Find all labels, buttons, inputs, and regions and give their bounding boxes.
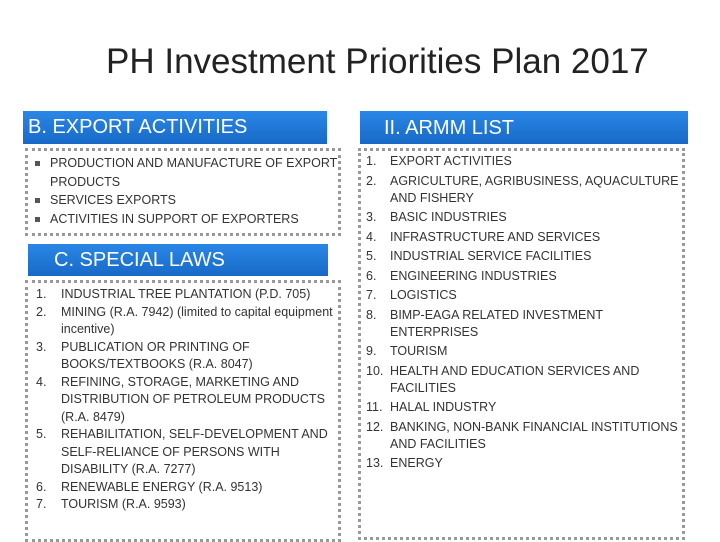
item-number: 6. — [36, 479, 47, 494]
item-number: 12. — [366, 419, 384, 434]
item-text: EXPORT ACTIVITIES — [390, 154, 512, 168]
list-item — [366, 455, 684, 472]
item-number: 3. — [366, 210, 377, 224]
item-text: TOURISM (R.A. 9593) — [61, 497, 186, 511]
list-item: SERVICES EXPORTS — [33, 191, 338, 210]
list-item — [366, 153, 684, 170]
section-b-header — [23, 111, 327, 144]
list-item — [366, 419, 684, 453]
item-text: RENEWABLE ENERGY (R.A. 9513) — [61, 479, 263, 494]
item-number: 4. — [366, 229, 377, 244]
item-number: 2. — [366, 173, 377, 188]
list-item — [366, 248, 684, 265]
item-number: 10. — [366, 363, 384, 378]
item-number: 7. — [366, 288, 377, 302]
special-laws-list — [36, 286, 336, 514]
item-text: BASIC INDUSTRIES — [390, 210, 507, 224]
section-c-heading: C. SPECIAL LAWS — [54, 249, 225, 271]
armm-list — [366, 153, 684, 475]
item-number: 6. — [366, 268, 377, 283]
item-number: 5. — [366, 249, 377, 263]
item-number: 4. — [36, 374, 47, 389]
list-item — [36, 339, 336, 374]
item-text: BANKING, NON-BANK FINANCIAL INSTITUTIONS AND FACILITIES — [390, 419, 678, 451]
item-number: 3. — [36, 339, 47, 354]
item-number: 7. — [36, 497, 47, 511]
item-text: ENERGY — [390, 456, 443, 470]
section-c-header — [28, 244, 328, 276]
item-text: AGRICULTURE, AGRIBUSINESS, AQUACULTURE AND FISHERY — [390, 173, 679, 205]
section-ii-header — [360, 111, 688, 144]
list-item: PRODUCTION AND MANUFACTURE OF EXPORT PRODUCTS — [33, 154, 338, 191]
item-number: 9. — [366, 344, 377, 358]
item-text: PUBLICATION OR PRINTING OF BOOKS/TEXTBOOKS (R.A. 8047) — [61, 339, 253, 371]
item-number: 1. — [366, 154, 377, 168]
list-item — [366, 363, 684, 397]
list-item — [366, 229, 684, 246]
list-item — [36, 304, 336, 339]
item-text: INFRASTRUCTURE AND SERVICES — [390, 229, 601, 244]
list-item — [366, 399, 684, 416]
item-number: 11. — [366, 400, 383, 414]
list-item — [36, 496, 336, 514]
list-item — [366, 209, 684, 226]
list-item — [366, 287, 684, 304]
list-item — [36, 374, 336, 427]
section-b-heading: B. EXPORT ACTIVITIES — [28, 116, 248, 138]
list-item — [36, 286, 336, 304]
item-number: 1. — [36, 287, 47, 301]
item-number: 5. — [36, 427, 47, 441]
item-text: HEALTH AND EDUCATION SERVICES AND FACILITIES — [390, 363, 640, 395]
item-text: LOGISTICS — [390, 288, 457, 302]
item-text: BIMP-EAGA RELATED INVESTMENT ENTERPRISES — [390, 307, 603, 339]
slide-title: PH Investment Priorities Plan 2017 — [106, 42, 649, 81]
item-number: 8. — [366, 307, 377, 322]
list-item — [366, 307, 684, 341]
list-item — [366, 268, 684, 285]
item-text: HALAL INDUSTRY — [390, 400, 497, 414]
item-number: 13. — [366, 456, 384, 470]
list-item — [36, 426, 336, 479]
list-item — [366, 343, 684, 360]
item-text: MINING (R.A. 7942) (limited to capital equipment incentive) — [61, 304, 333, 336]
item-text: REHABILITATION, SELF-DEVELOPMENT AND SELF-RELIANCE OF PERSONS WITH DISABILITY (R.A. 7277) — [61, 427, 328, 476]
export-activities-list — [33, 154, 338, 228]
item-text: REFINING, STORAGE, MARKETING AND DISTRIBUTION OF PETROLEUM PRODUCTS (R.A. 8479) — [61, 374, 325, 424]
item-text: INDUSTRIAL SERVICE FACILITIES — [390, 249, 592, 263]
item-text: TOURISM — [390, 344, 448, 358]
item-text: INDUSTRIAL TREE PLANTATION (P.D. 705) — [61, 287, 311, 301]
section-ii-heading: II. ARMM LIST — [384, 117, 515, 139]
item-text: ENGINEERING INDUSTRIES — [390, 268, 557, 283]
list-item: ACTIVITIES IN SUPPORT OF EXPORTERS — [33, 210, 338, 229]
list-item — [36, 479, 336, 497]
list-item — [366, 173, 684, 207]
item-number: 2. — [36, 304, 47, 319]
